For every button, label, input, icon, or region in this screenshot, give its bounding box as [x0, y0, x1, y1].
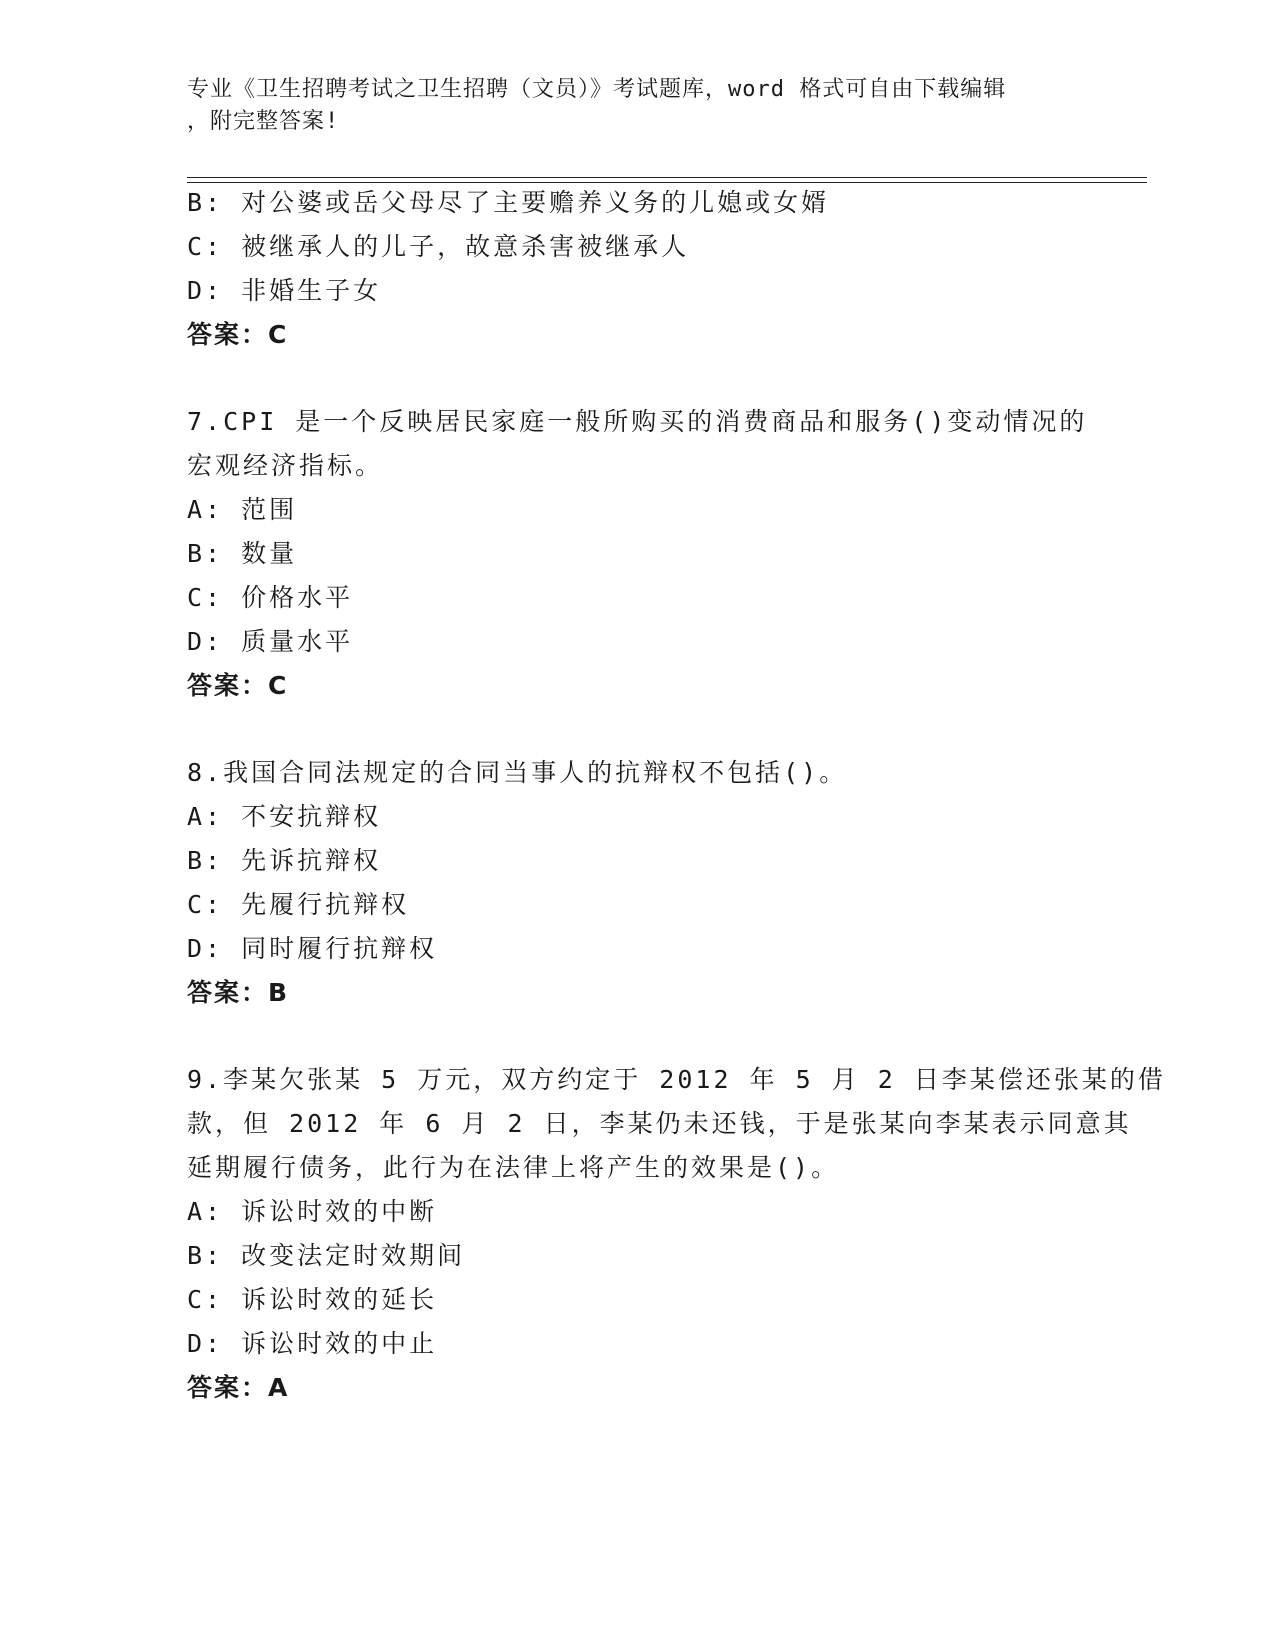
- q6-option-c: C: 被继承人的儿子，故意杀害被继承人: [187, 232, 690, 261]
- header-line-1: 专业《卫生招聘考试之卫生招聘（文员）》考试题库，word 格式可自由下载编辑: [187, 77, 1007, 102]
- q6-option-b: B: 对公婆或岳父母尽了主要赡养义务的儿媳或女婿: [187, 188, 830, 217]
- q7-option-d: D: 质量水平: [187, 627, 354, 656]
- q7-option-c: C: 价格水平: [187, 583, 354, 612]
- header-divider-bottom: [187, 182, 1147, 183]
- q6-answer: 答案：C: [187, 320, 289, 349]
- q8-option-d: D: 同时履行抗辩权: [187, 934, 438, 963]
- q8-option-a: A: 不安抗辩权: [187, 802, 382, 831]
- q8-answer: 答案：B: [187, 978, 290, 1007]
- q9-stem-line-1: 9.李某欠张某 5 万元，双方约定于 2012 年 5 月 2 日李某偿还张某的借: [187, 1065, 1166, 1094]
- q9-option-c: C: 诉讼时效的延长: [187, 1285, 438, 1314]
- q8-option-c: C: 先履行抗辩权: [187, 890, 410, 919]
- q7-stem-line-1: 7.CPI 是一个反映居民家庭一般所购买的消费商品和服务()变动情况的: [187, 407, 1088, 436]
- q7-option-a: A: 范围: [187, 495, 298, 524]
- q8-option-b: B: 先诉抗辩权: [187, 846, 382, 875]
- q7-option-b: B: 数量: [187, 539, 298, 568]
- q6-option-d: D: 非婚生子女: [187, 276, 382, 305]
- header-divider-top: [187, 177, 1147, 178]
- q9-option-d: D: 诉讼时效的中止: [187, 1329, 438, 1358]
- q9-stem-line-3: 延期履行债务，此行为在法律上将产生的效果是()。: [187, 1153, 840, 1182]
- q8-stem-line-1: 8.我国合同法规定的合同当事人的抗辩权不包括()。: [187, 758, 848, 787]
- q9-option-b: B: 改变法定时效期间: [187, 1241, 466, 1270]
- q7-answer: 答案：C: [187, 671, 289, 700]
- header-line-2: ，附完整答案!: [187, 109, 340, 134]
- q7-stem-line-2: 宏观经济指标。: [187, 451, 384, 480]
- q9-answer: 答案：A: [187, 1373, 290, 1402]
- document-header: [187, 74, 1067, 138]
- q9-option-a: A: 诉讼时效的中断: [187, 1197, 438, 1226]
- q9-stem-line-2: 款，但 2012 年 6 月 2 日，李某仍未还钱，于是张某向李某表示同意其: [187, 1109, 1132, 1138]
